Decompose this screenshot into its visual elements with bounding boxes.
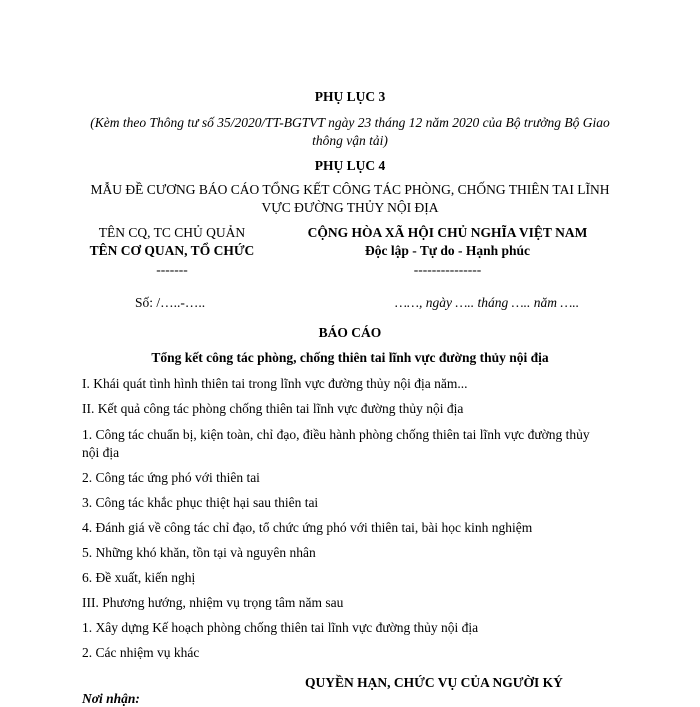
section-item: I. Khái quát tình hình thiên tai trong lĩnh vực đường thủy nội địa năm... <box>82 376 468 391</box>
national-motto: Độc lập - Tự do - Hạnh phúc <box>364 243 531 258</box>
right-separator: --------------- <box>413 262 482 277</box>
section-item: 6. Đề xuất, kiến nghị <box>82 570 196 585</box>
national-title: CỘNG HÒA XÃ HỘI CHỦ NGHĨA VIỆT NAM <box>307 225 588 240</box>
section-item: 2. Các nhiệm vụ khác <box>82 645 200 660</box>
appendix4-subtitle-line2: VỰC ĐƯỜNG THỦY NỘI ĐỊA <box>261 200 439 215</box>
document-date: ……, ngày ….. tháng ….. năm ….. <box>395 295 580 310</box>
appendix3-note-line1: (Kèm theo Thông tư số 35/2020/TT-BGTVT ngày 23 tháng 12 năm 2020 của Bộ trưởng Bộ Giao <box>90 115 610 130</box>
section-item: III. Phương hướng, nhiệm vụ trọng tâm năm sau <box>82 595 344 610</box>
left-separator: ------- <box>156 262 188 277</box>
appendix4-title: PHỤ LỤC 4 <box>314 158 386 173</box>
section-item: 4. Đánh giá về công tác chỉ đạo, tổ chức ứng phó với thiên tai, bài học kinh nghiệm <box>82 520 533 535</box>
appendix3-title: PHỤ LỤC 3 <box>314 89 386 104</box>
appendix3-note-line2: thông vận tải) <box>312 133 388 148</box>
section-item: 5. Những khó khăn, tồn tại và nguyên nhân <box>82 545 316 560</box>
section-item: 1. Xây dựng Kế hoạch phòng chống thiên tai lĩnh vực đường thủy nội địa <box>82 620 479 635</box>
recipients-label: Nơi nhận: <box>82 691 140 706</box>
section-item: 1. Công tác chuẩn bị, kiện toàn, chỉ đạo, điều hành phòng chống thiên tai lĩnh vực đường thủy nội địa <box>82 427 590 460</box>
report-title: BÁO CÁO <box>318 325 382 340</box>
document-number: Số: /…..-….. <box>135 295 206 310</box>
section-item: 3. Công tác khắc phục thiệt hại sau thiên tai <box>82 495 319 510</box>
section-item: II. Kết quả công tác phòng chống thiên tai lĩnh vực đường thủy nội địa <box>82 401 464 416</box>
report-subtitle: Tổng kết công tác phòng, chống thiên tai lĩnh vực đường thủy nội địa <box>151 350 549 365</box>
section-item: 2. Công tác ứng phó với thiên tai <box>82 470 260 485</box>
agency-name: TÊN CƠ QUAN, TỔ CHỨC <box>89 243 255 258</box>
signer-title: QUYỀN HẠN, CHỨC VỤ CỦA NGƯỜI KÝ <box>305 675 563 690</box>
parent-agency-name: TÊN CQ, TC CHỦ QUẢN <box>98 225 246 240</box>
appendix4-subtitle-line1: MẪU ĐỀ CƯƠNG BÁO CÁO TỔNG KẾT CÔNG TÁC PHÒNG, CHỐNG THIÊN TAI LĨNH <box>90 182 610 197</box>
